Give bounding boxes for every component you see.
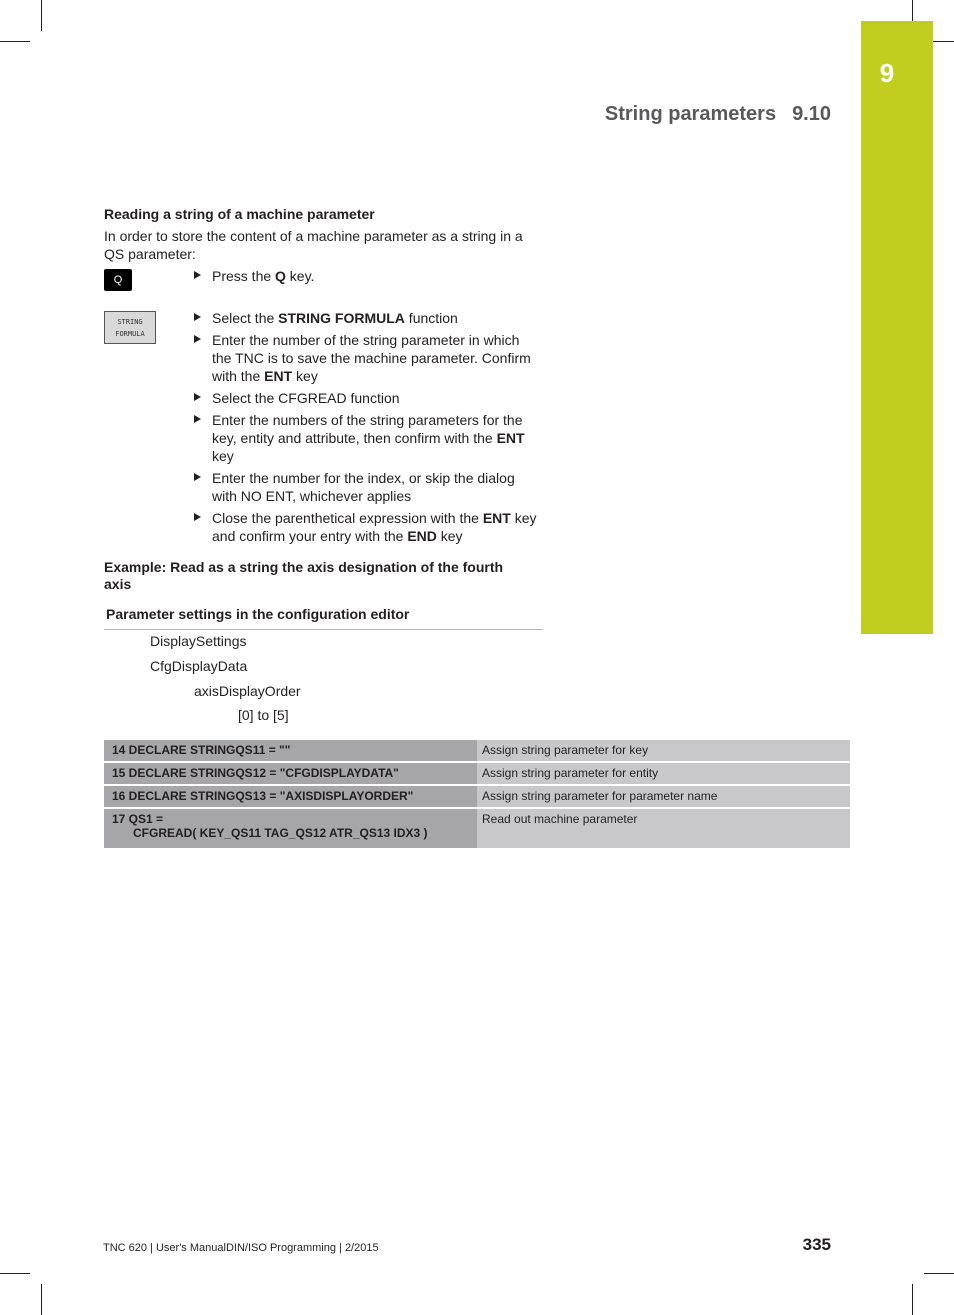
table-row — [104, 809, 850, 848]
step-list — [104, 309, 540, 545]
crop-mark — [912, 1284, 913, 1315]
step-list — [104, 267, 540, 285]
code-cell: 17 QS1 = CFGREAD( KEY_QS11 TAG_QS12 ATR_QS13 IDX3 ) — [104, 809, 477, 848]
code-cell: 16 DECLARE STRINGQS13 = "AXISDISPLAYORDER" — [104, 786, 477, 807]
step-group-q — [104, 267, 540, 307]
step-item: Select the STRING FORMULA function — [212, 309, 540, 327]
crop-mark — [924, 1273, 954, 1274]
code-cell: 15 DECLARE STRINGQS12 = "CFGDISPLAYDATA" — [104, 763, 477, 784]
running-head-section: 9.10 — [792, 103, 831, 125]
crop-mark — [0, 41, 30, 42]
table-row — [104, 786, 850, 807]
tree-node: axisDisplayOrder — [194, 683, 301, 699]
chapter-tab — [861, 21, 933, 634]
desc-cell: Assign string parameter for key — [477, 740, 850, 761]
step-group-string-formula — [104, 309, 540, 545]
step-item: Select the CFGREAD function — [212, 389, 540, 407]
tree-node: DisplaySettings — [150, 633, 247, 649]
step-item: Enter the number of the string parameter in which the TNC is to save the machine parameter. Confirm with the ENT key — [212, 331, 540, 385]
page-number: 335 — [802, 1235, 831, 1254]
crop-mark — [41, 0, 42, 31]
table-row — [104, 763, 850, 784]
step-item: Enter the number for the index, or skip the dialog with NO ENT, whichever applies — [212, 469, 540, 505]
main-content — [104, 206, 540, 593]
code-cell: 14 DECLARE STRINGQS11 = "" — [104, 740, 477, 761]
crop-mark — [0, 1273, 30, 1274]
nc-code-table — [104, 738, 850, 850]
chapter-number: 9 — [879, 58, 895, 88]
section-intro: In order to store the content of a machine parameter as a string in a QS parameter: — [104, 228, 523, 262]
running-head — [605, 103, 831, 126]
running-head-title: String parameters — [604, 103, 777, 125]
footer-text: TNC 620 | User's ManualDIN/ISO Programming | 2/2015 — [103, 1242, 379, 1254]
step-item: Enter the numbers of the string parameters for the key, entity and attribute, then confirm with the ENT key — [212, 411, 540, 465]
q-key-icon: Q — [104, 269, 132, 291]
table-row — [104, 740, 850, 761]
desc-cell: Assign string parameter for parameter name — [477, 786, 850, 807]
section-heading: Reading a string of a machine parameter — [104, 206, 375, 222]
step-item: Close the parenthetical expression with the ENT key and confirm your entry with the END key — [212, 509, 540, 545]
tree-node: [0] to [5] — [238, 707, 289, 723]
tree-node: CfgDisplayData — [150, 658, 248, 674]
crop-mark — [41, 1284, 42, 1315]
desc-cell: Assign string parameter for entity — [477, 763, 850, 784]
string-formula-softkey-icon: STRING FORMULA — [104, 311, 156, 344]
step-item: Press the Q key. — [212, 267, 540, 285]
example-heading: Example: Read as a string the axis designation of the fourth axis — [104, 559, 504, 592]
param-settings-heading: Parameter settings in the configuration editor — [104, 606, 543, 630]
desc-cell: Read out machine parameter — [477, 809, 850, 848]
